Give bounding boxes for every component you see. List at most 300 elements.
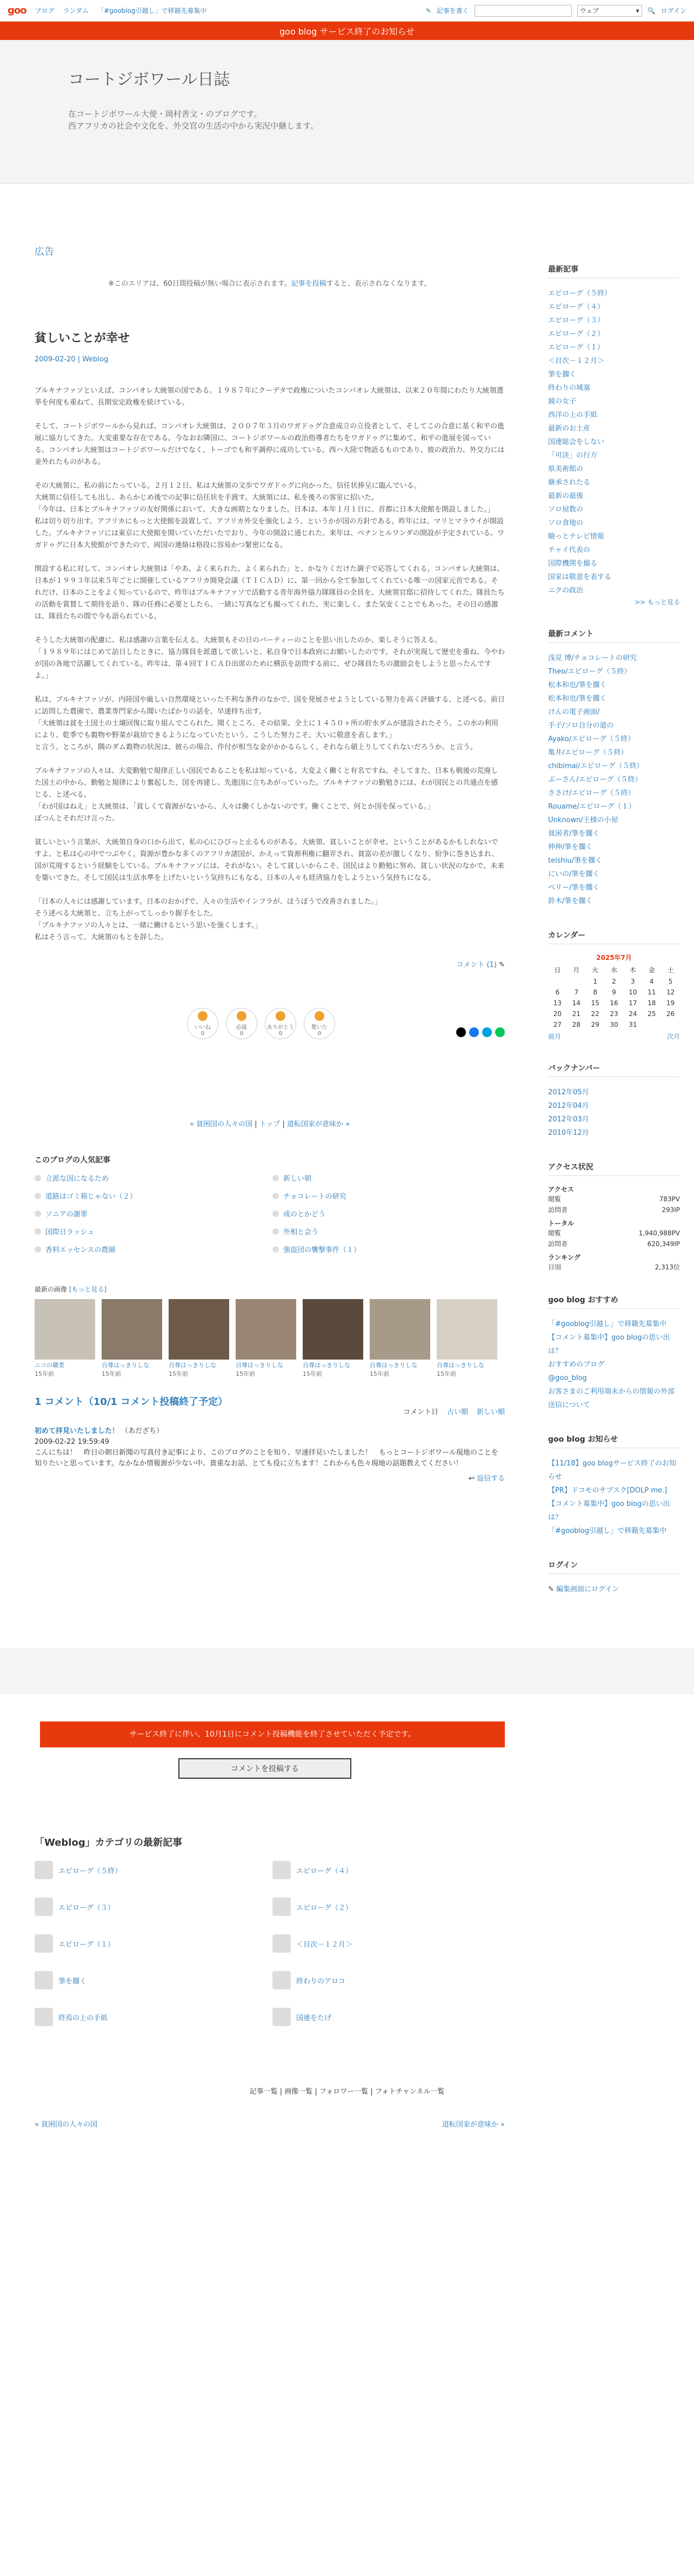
- popular-link[interactable]: 外相と会う: [283, 1228, 319, 1236]
- thumb-caption[interactable]: 自尊はっきりしな: [370, 1362, 417, 1369]
- recent-post-link[interactable]: 「可決」の行方: [548, 452, 598, 460]
- popular-item[interactable]: [272, 1226, 510, 1236]
- popular-item[interactable]: [35, 1208, 272, 1219]
- rank-icon: [272, 1193, 279, 1199]
- post-paragraph: ブルキナファソといえば、コンパオレ大統領の国である。１９８７年にクーデタで政権についたコンパオレ大統領は、以来２０年間にわたり大統領選挙を何度も重ねて、長期安定政権を続けている。: [35, 387, 504, 407]
- acc-key: 訪問者: [548, 1206, 568, 1214]
- image-thumb[interactable]: [102, 1299, 162, 1378]
- top-link-migrate[interactable]: 「#gooblog引越し」で移籍先募集中: [97, 7, 207, 15]
- recent-comment-link[interactable]: ささけ/エピローグ（５終）: [548, 789, 635, 797]
- goo-logo[interactable]: goo: [8, 5, 26, 16]
- recent-comment-link[interactable]: 伸伸/筆を擱く: [548, 843, 593, 851]
- recent-comment-link[interactable]: 松本和也/筆を擱く: [548, 681, 607, 689]
- thumb-image[interactable]: [236, 1299, 296, 1360]
- hatena-share-icon[interactable]: [482, 1027, 492, 1037]
- reaction-label: 驚いた: [311, 1024, 328, 1031]
- edit-icon: ✎: [548, 1585, 554, 1593]
- comment-end-notice[interactable]: [40, 1721, 505, 1747]
- calendar-day[interactable]: 8: [593, 988, 597, 996]
- calendar-day[interactable]: 18: [648, 999, 656, 1007]
- recent-comment-link[interactable]: Theo/エピローグ（５終）: [548, 668, 631, 676]
- popular-link[interactable]: 立派な国になるため: [45, 1175, 109, 1183]
- post-paragraph: 「日本の人々には感謝しています。日本のおかげで、人々の生活やインフラが、ほうぼうで改善されました。」 そう述べる大統領と、立ち上がってしっかり握手をした。 「ブルキナファソの人々とは、一緒に働けるという思いを強くします。」 私はそう言って、大統領のもとを辞した。: [35, 898, 382, 941]
- calendar-day[interactable]: 23: [610, 1010, 618, 1018]
- thumb-image[interactable]: [169, 1299, 229, 1360]
- recent-post-link[interactable]: チャイ代表の: [548, 546, 590, 554]
- popular-item[interactable]: [272, 1191, 510, 1201]
- thumb-age: 15年前: [370, 1370, 389, 1377]
- calendar-day[interactable]: 31: [629, 1021, 637, 1028]
- popular-posts: [35, 1154, 505, 1254]
- ad-note: [35, 278, 505, 288]
- backnumber-heading: バックナンバー: [548, 1062, 680, 1077]
- recent-post-link[interactable]: ソロ食地の: [548, 519, 584, 527]
- news-link[interactable]: 【PR】ドコモのサブスク[DOLP me.]: [548, 1487, 668, 1495]
- main-column: [35, 184, 505, 1618]
- category-item[interactable]: [272, 1898, 510, 1916]
- calendar-day[interactable]: [548, 978, 567, 985]
- post-paragraph: 貧しいという言葉が、大統領自身の口から出て、私の心にひびっと止るものがある。大統領、貧しいことが幸せ、ということがあるかもしれないですよ、と私は心の中でつぶやく。資源が豊かな多くのアフリカ諸国が、かえって資源利権に翻弄され、貧富の差が激しくなり、紛争に巻き込まれ、国が荒廃するという経験をしている。ブルキナファソには、それがない。そして貧しいからこそ、国民はより勤勉に努め、貧しい状況のなかで、未来を築いてきた。そして国民は生活水準を上げたいという気持ちにもなる。日本の人々も経済協力をしようという気持ちになる。: [35, 838, 505, 882]
- popular-list: [35, 1173, 505, 1254]
- reaction-like[interactable]: [187, 1008, 218, 1039]
- post-thumb-icon: [35, 1971, 53, 1989]
- rank-icon: [35, 1193, 41, 1199]
- popular-link[interactable]: 国際日ラッシュ: [45, 1228, 95, 1236]
- top-bar: [0, 0, 694, 22]
- recent-post-link[interactable]: 継承されたる: [548, 479, 591, 487]
- thumb-caption[interactable]: 自尊はっきりしな: [102, 1362, 149, 1369]
- comment-count-text[interactable]: コメント (1): [456, 961, 497, 969]
- calendar-day[interactable]: 26: [666, 1010, 675, 1018]
- reaction-count: 0: [239, 1030, 244, 1037]
- calendar-day[interactable]: 月: [573, 966, 580, 974]
- login-link[interactable]: ログイン: [660, 7, 686, 15]
- calendar-day[interactable]: 3: [631, 978, 635, 985]
- recent-comment-link[interactable]: 浅見 博/チョコレートの研究: [548, 654, 637, 662]
- recent-post-link[interactable]: 国家は敬意を表する: [548, 573, 612, 581]
- write-post-link[interactable]: 記事を書く: [436, 7, 469, 15]
- post-date: 2009-02-20: [35, 355, 76, 364]
- recent-post-link[interactable]: 国連総会をしない: [548, 438, 605, 446]
- popular-link[interactable]: 香料エッセンスの農園: [45, 1246, 116, 1254]
- recent-comment-link[interactable]: 亀井/エピローグ（５終）: [548, 749, 628, 757]
- thumb-caption[interactable]: 自尊はっきりしな: [437, 1362, 484, 1369]
- thumb-caption[interactable]: 自尊はっきりしな: [303, 1362, 350, 1369]
- recent-post-link[interactable]: 鏡の女子: [548, 398, 577, 406]
- reaction-label: 応援: [236, 1024, 247, 1031]
- thumb-image[interactable]: [437, 1299, 497, 1360]
- calendar-day[interactable]: 30: [610, 1021, 618, 1028]
- popular-link[interactable]: ソニアの謝罪: [45, 1210, 88, 1219]
- category-post-link[interactable]: 終わりのアロコ: [296, 1977, 346, 1986]
- backnumber-link[interactable]: 2012年03月: [548, 1115, 589, 1124]
- reaction-label: いいね: [195, 1024, 211, 1031]
- calendar-day[interactable]: 21: [572, 1010, 580, 1018]
- category-post-link[interactable]: 終焉の上の手紙: [58, 2014, 108, 2022]
- image-thumb[interactable]: [35, 1299, 95, 1378]
- category-item[interactable]: [35, 1861, 272, 1879]
- recent-comment-link[interactable]: chibimai/エピローグ（５終）: [548, 762, 644, 770]
- post-thumb-icon: [272, 2008, 291, 2026]
- acc-val: 783PV: [659, 1195, 680, 1203]
- footer-prev-link[interactable]: « 貧困国の人々の国: [35, 2121, 98, 2129]
- popular-item[interactable]: [272, 1208, 510, 1219]
- search-scope-value: ウェブ: [579, 7, 599, 15]
- category-item[interactable]: [272, 1934, 510, 1953]
- top-link[interactable]: トップ: [259, 1120, 281, 1128]
- calendar-next[interactable]: 次月: [666, 1033, 680, 1040]
- news-link[interactable]: 「#gooblog引越し」で移籍先募集中: [548, 1527, 667, 1535]
- facebook-share-icon[interactable]: [469, 1027, 479, 1037]
- calendar-day[interactable]: 6: [555, 988, 560, 996]
- calendar-day[interactable]: 10: [629, 988, 637, 996]
- thumb-image[interactable]: [303, 1299, 363, 1360]
- blog-description: 在コートジボワール大使・岡村善文・のブログです。 西アフリカの社会や文化を、外交官の生活の中から実況中継します。: [68, 109, 319, 131]
- reaction-count: 0: [201, 1030, 205, 1037]
- recommend-link[interactable]: お客さまのご利用端末からの情報の外部送信について: [548, 1388, 675, 1409]
- service-end-notice-text[interactable]: goo blog サービス終了のお知らせ: [279, 26, 415, 37]
- category-post-link[interactable]: ＜目次－１２月＞: [296, 1940, 353, 1949]
- recent-post-link[interactable]: 国際機関を撮る: [548, 560, 598, 568]
- popular-item[interactable]: [35, 1173, 272, 1183]
- recent-post-link[interactable]: エピローグ（２）: [548, 330, 605, 338]
- calendar-day[interactable]: [642, 1021, 661, 1028]
- reply-link[interactable]: 返信する: [476, 1475, 505, 1483]
- image-thumb[interactable]: [437, 1299, 497, 1378]
- thumb-age: 15年前: [303, 1370, 322, 1377]
- recent-comment-link[interactable]: Rouame/エピローグ（１）: [548, 803, 636, 811]
- category-post-link[interactable]: 筆を擱く: [58, 1977, 87, 1986]
- acc-key: 日別: [548, 1263, 562, 1271]
- image-thumb[interactable]: [169, 1299, 229, 1378]
- prev-post-link[interactable]: « 貧困国の人々の国: [189, 1120, 253, 1128]
- image-thumb[interactable]: [303, 1299, 363, 1378]
- thumb-image[interactable]: [370, 1299, 430, 1360]
- recent-post-link[interactable]: エピローグ（１）: [548, 344, 605, 352]
- calendar-day[interactable]: 2: [612, 978, 616, 985]
- calendar-day[interactable]: 日: [554, 966, 561, 974]
- acc-val: 293IP: [662, 1206, 680, 1214]
- calendar-day[interactable]: 金: [648, 966, 655, 974]
- calendar-day[interactable]: 1: [593, 978, 597, 985]
- acc-key: 閲覧: [548, 1229, 562, 1237]
- reaction-cheer[interactable]: [226, 1008, 257, 1039]
- acc-val: 1,940,988PV: [638, 1229, 680, 1237]
- recent-comment-link[interactable]: 貧困者/筆を擱く: [548, 830, 600, 838]
- calendar-day[interactable]: 20: [553, 1010, 562, 1018]
- recent-post-link[interactable]: 西洋の上の手紙: [548, 411, 598, 419]
- thumb-image[interactable]: [102, 1299, 162, 1360]
- recent-post-link[interactable]: 瞼っとテレビ情報: [548, 533, 604, 541]
- post-paragraph: その大統領に、私の前にたっている。２月１２日、私は大統領の文歩でワガドゥグに向かった。信任状捧呈に臨んでいる。 大統領に信任しても出し、あらかじめ後での記事に信任状を手渡す。大統領には、私を後ろの客室に招いた。 「今年は、日本とブルキナファソの友好関係において、大きな画期となりました。日本は、本年１月１日に、首都に日本大使館を開設しました。」 私は切り切り出す。アフリカにもっと大使館を設置して、アフリカ外交を強化しよう、というかが国の方針である。昨年には、マリとマラウイが開設した。ブルキナファソには東京に大使館を開いていただいたでおり、今年の開設に通じれた。来年は、ベナンとルワンダの開設が予定されている。ワガドゥグに日本大使館ができたので、両国の連絡は格段に容易かつ緊密になる。: [35, 482, 505, 549]
- chevron-down-icon: ▾: [636, 6, 639, 15]
- thumb-caption[interactable]: 自尊はっきりしな: [236, 1362, 283, 1369]
- top-link-random[interactable]: ランダム: [63, 7, 89, 15]
- image-thumb[interactable]: [370, 1299, 430, 1378]
- access-sub-rank: ランキング: [548, 1254, 580, 1261]
- comment-end-text[interactable]: サービス終了に伴い、10月1日にコメント投稿機能を終了させていただく予定です。: [129, 1730, 416, 1739]
- ad-note-pre: ※このエリアは、60日間投稿が無い場合に表示されます。: [108, 280, 291, 288]
- recent-post-link[interactable]: エピローグ（４）: [548, 303, 605, 311]
- recent-comment-link[interactable]: 鈴木/筆を擱く: [548, 897, 593, 905]
- category-list: [35, 1861, 659, 2026]
- backnumber-link[interactable]: 2012年04月: [548, 1102, 589, 1110]
- category-post-link[interactable]: エピローグ（２）: [296, 1904, 353, 1912]
- recent-post-link[interactable]: 最新の最後: [548, 492, 584, 500]
- bottom-section: [0, 1721, 694, 2129]
- calendar-day[interactable]: [567, 978, 586, 985]
- login-heading: ログイン: [548, 1559, 680, 1574]
- calendar-day[interactable]: 4: [649, 978, 654, 985]
- editor-login-link[interactable]: 編集画面にログイン: [556, 1585, 619, 1593]
- popular-link[interactable]: 強盗団の襲撃事件（１）: [283, 1246, 361, 1254]
- category-post-link[interactable]: エピローグ（３）: [58, 1904, 115, 1912]
- recent-comment-link[interactable]: ベリー/筆を擱く: [548, 884, 600, 892]
- post-thumb-icon: [272, 1934, 291, 1953]
- rank-icon: [35, 1175, 41, 1181]
- comments-list: [548, 651, 680, 908]
- news-link[interactable]: 【コメント募集中】goo blogの思い出は？: [548, 1500, 670, 1522]
- acc-key: 閲覧: [548, 1195, 562, 1203]
- thumb-age: 15年前: [169, 1370, 188, 1377]
- sort-newest[interactable]: 新しい順: [476, 1408, 505, 1416]
- reaction-icon: [198, 1011, 208, 1021]
- recommend-heading: goo blog おすすめ: [548, 1294, 680, 1309]
- calendar-day[interactable]: [661, 1021, 680, 1028]
- recent-post-link[interactable]: 最新のお土産: [548, 425, 591, 433]
- news-heading: goo blog お知らせ: [548, 1434, 680, 1448]
- reaction-count: 0: [317, 1030, 322, 1037]
- calendar-day[interactable]: 14: [572, 999, 580, 1007]
- category-post-link[interactable]: 国連をたげ: [296, 2014, 332, 2022]
- calendar-day[interactable]: 9: [612, 988, 616, 996]
- ad-post-link[interactable]: 記事を投稿: [291, 280, 326, 288]
- recent-comment-link[interactable]: 松本和也/筆を擱く: [548, 695, 607, 703]
- recent-post-link[interactable]: ニクの政治: [548, 587, 584, 595]
- acc-val: 2,313位: [655, 1263, 680, 1271]
- post-title[interactable]: 貧しいことが幸せ: [35, 332, 130, 345]
- latest-images-heading: 最新の画像: [35, 1286, 68, 1293]
- reply-button[interactable]: [35, 1474, 505, 1484]
- recent-comment-link[interactable]: ぶーさん/エピローグ（５終）: [548, 776, 642, 784]
- calendar-prev[interactable]: 前月: [548, 1033, 562, 1040]
- post-category[interactable]: Weblog: [82, 355, 109, 364]
- recent-post-link[interactable]: ソロ屋数の: [548, 506, 584, 514]
- popular-heading: このブログの人気記事: [35, 1156, 110, 1165]
- category-item[interactable]: [35, 2008, 272, 2026]
- category-item[interactable]: [272, 2008, 510, 2026]
- recent-comment-link[interactable]: teishiu/筆を擱く: [548, 857, 602, 865]
- calendar-day[interactable]: 29: [591, 1021, 599, 1028]
- pencil-icon[interactable]: ✎: [425, 6, 431, 15]
- post-thumb-icon: [35, 1861, 53, 1879]
- news: [548, 1434, 680, 1538]
- recent-post-link[interactable]: ＜目次－１２月＞: [548, 357, 605, 365]
- blog-header: [0, 40, 694, 184]
- backnumber: [548, 1062, 680, 1140]
- rank-icon: [272, 1210, 279, 1217]
- post-thumb-icon: [35, 2008, 53, 2026]
- calendar-day[interactable]: 火: [592, 966, 599, 974]
- sort-oldest[interactable]: 古い順: [446, 1408, 468, 1416]
- latest-images-header: [35, 1284, 505, 1294]
- category-post-link[interactable]: エピローグ（４）: [296, 1867, 353, 1875]
- service-end-notice[interactable]: [0, 22, 694, 40]
- calendar-day[interactable]: 22: [591, 1010, 599, 1018]
- comment-body: こんにちは！ 昨日の朝日新聞の写真付き記事により、このブログのことを知り、早速拝見いたしました！ もっとコートジボワール現地のことを知りたいと思っています。なかなか情報源が少ない中、貴重なお話、とても役に立ちます！これからも色々現地の話題教えてください！: [35, 1449, 498, 1468]
- recent-more-link[interactable]: >> もっと見る: [635, 598, 680, 606]
- recent-post-link[interactable]: 筆を擱く: [548, 371, 577, 379]
- blog-title[interactable]: コートジボワール日誌: [68, 70, 230, 89]
- recommend-link[interactable]: 「#gooblog引越し」で移籍先募集中: [548, 1320, 667, 1328]
- thumb-image[interactable]: [35, 1299, 95, 1360]
- login-box: [548, 1559, 680, 1596]
- post-thumb-icon: [272, 1971, 291, 1989]
- recommend-link[interactable]: @goo_blog: [548, 1374, 587, 1382]
- access-sub-today: アクセス: [548, 1186, 574, 1193]
- rank-icon: [35, 1228, 41, 1235]
- footer-links[interactable]: 記事一覧 | 画像一覧 | フォロワー一覧 | フォトチャンネル一覧: [249, 2088, 445, 2096]
- post-meta: 2009-02-20 | Weblog: [35, 355, 109, 364]
- calendar-day[interactable]: 5: [668, 978, 673, 985]
- category-item[interactable]: [272, 1971, 510, 1989]
- calendar-day[interactable]: 19: [666, 999, 675, 1007]
- popular-link[interactable]: チョコレートの研究: [283, 1193, 346, 1201]
- calendar: [548, 930, 680, 1041]
- recommend-link[interactable]: おすすめのブログ: [548, 1361, 605, 1369]
- calendar-day[interactable]: 11: [648, 988, 656, 996]
- news-link[interactable]: 【11/18】goo blogサービス終了のお知らせ: [548, 1459, 676, 1481]
- more-images-link[interactable]: [もっと見る]: [69, 1286, 107, 1293]
- calendar-month: 2025年7月: [596, 954, 632, 961]
- calendar-day[interactable]: 木: [629, 966, 636, 974]
- next-post-link[interactable]: 道転国家が意味か »: [286, 1120, 350, 1128]
- edit-icon[interactable]: ✎: [499, 961, 505, 969]
- thumb-age: 15年前: [102, 1370, 121, 1377]
- calendar-day[interactable]: 15: [591, 999, 599, 1007]
- recent-heading: 最新記事: [548, 264, 680, 278]
- calendar-day[interactable]: 28: [572, 1021, 580, 1028]
- post-thumb-icon: [35, 1934, 53, 1953]
- image-thumb[interactable]: [236, 1299, 296, 1378]
- top-right: [426, 5, 686, 17]
- calendar-day[interactable]: 24: [629, 1010, 637, 1018]
- post-thumb-icon: [272, 1898, 291, 1916]
- backnumber-link[interactable]: 2012年05月: [548, 1088, 589, 1097]
- latest-images: [35, 1284, 505, 1378]
- post-thumb-icon: [272, 1861, 291, 1879]
- category-post-link[interactable]: エピローグ（１）: [58, 1940, 115, 1949]
- reaction-icon: [315, 1011, 324, 1021]
- calendar-day[interactable]: 27: [553, 1021, 562, 1028]
- recommend-link[interactable]: 【コメント募集中】goo blogの思い出は？: [548, 1334, 670, 1355]
- category-item[interactable]: [272, 1861, 510, 1879]
- divider-band: [0, 1648, 694, 1694]
- post-pager: « 貧困国の人々の国 | トップ | 道転国家が意味か »: [189, 1120, 350, 1128]
- footer-pager: [35, 2118, 505, 2129]
- category-item[interactable]: [35, 1898, 272, 1916]
- popular-item[interactable]: [35, 1191, 272, 1201]
- category-post-link[interactable]: エピローグ（５終）: [58, 1867, 122, 1875]
- recent-post-link[interactable]: 終わりの城塞: [548, 384, 591, 392]
- post-paragraph: ブルキナファソの人々は、大変勤勉で規律正しい国民であることを私は知っている。大変よく働くと有名ですね。そしてまた、日本も戦後の荒廃した国土の中から、勤勉と規律により奮起した、国を再建し、先進国に立ちあがっていった。ブルキナファソの勤勉さには、わが国民との共通点を感じる、と述べる。 「わが国はねえ」と大統領は、「貧しくて資源がないから、人々は働くしかないのです。働くことで、何とか国を保っている。」 ぼつんとそれだけ言った。: [35, 767, 498, 823]
- calendar-day[interactable]: 17: [629, 999, 637, 1007]
- calendar-day[interactable]: 12: [666, 988, 675, 996]
- post-comment-button[interactable]: コメントを投稿する: [178, 1758, 351, 1779]
- rank-icon: [35, 1246, 41, 1253]
- post-paragraph: そして、コートジボワールから見れば、コンパオレ大統領は、２００７年３月のワガドゥグ合意成立の立役者として、そしてこの合意に基く和平の進展に協力してきた。大変重要な存在である。今なおお隣国に、コートジボワールの政治指導者たちをワガドゥグに集めて、和平の進展を図っている。コンパオレ大統領はコートジボワールだけでなく、トーゴでも和平調停に成功している。西ハ大陸で物語るものであり、彼の政治力、外交力には並外れたものがある。: [35, 422, 505, 466]
- recent-post-link[interactable]: 県美術館の: [548, 465, 584, 473]
- popular-link[interactable]: 新しい朝: [283, 1175, 312, 1183]
- popular-item[interactable]: [35, 1244, 272, 1254]
- comment-count-link[interactable]: [35, 959, 505, 969]
- search-input[interactable]: [475, 5, 572, 17]
- ad-note-post: すると、表示されなくなります。: [326, 280, 431, 288]
- sidebar: [548, 184, 680, 1618]
- comment-item: [35, 1426, 505, 1484]
- top-links: [35, 6, 207, 15]
- rank-icon: [272, 1175, 279, 1181]
- image-row: [35, 1299, 505, 1378]
- thumb-caption[interactable]: ニコの職業: [35, 1362, 64, 1369]
- top-link-blog[interactable]: ブログ: [35, 7, 55, 15]
- category-item[interactable]: [35, 1971, 272, 1989]
- recent-comment-link[interactable]: Unknown/王様の小屋: [548, 816, 618, 824]
- thumb-age: 15年前: [35, 1370, 54, 1377]
- backnumber-link[interactable]: 2010年12月: [548, 1129, 589, 1137]
- x-share-icon[interactable]: [456, 1027, 466, 1037]
- recent-comment-link[interactable]: Ayako/エピローグ（５終）: [548, 735, 635, 743]
- recent-comment-link[interactable]: にいの/筆を擱く: [548, 870, 600, 878]
- recent-post-link[interactable]: エピローグ（５終）: [548, 290, 612, 298]
- reaction-thanks[interactable]: [265, 1008, 296, 1039]
- post-paragraph: 開設する私に対して、コンパオレ大統領は「やあ、よく来られた。よく来られた」と、かなりくだけた調子で応答してくれる。コンパオレ大統領は、日本が１９９３年以来５年ごとに開催しているアフリカ開発会議（ＴＩＣＡＤ）に、第一回から全て参加してくれている唯一の国家元首である。それだけ、日本のことをよく知っているので、昨年はブルキナファソで活動する青年海外協力隊隊員の全員を、大統領官邸に招待してくれた。隊員たちの活動を賞賛して期待を語り、隊の任務に必要としたら、一緒に写真なども撮ってくれた。実に楽しく、また気安くことでもあった。その日の感激は、隊員たちの間で今も語られている。: [35, 565, 505, 621]
- calendar-day[interactable]: 水: [610, 966, 617, 974]
- reaction-surprised[interactable]: [304, 1008, 335, 1039]
- calendar-day[interactable]: 25: [648, 1010, 656, 1018]
- comment-author: （あだざち）: [121, 1427, 164, 1435]
- reaction-icon: [237, 1011, 246, 1021]
- popular-item[interactable]: [35, 1226, 272, 1236]
- recent-comment-link[interactable]: けんの電子画面/: [548, 708, 600, 716]
- recent-posts: [548, 264, 680, 607]
- thumb-age: 15年前: [437, 1370, 456, 1377]
- ad-heading: 広告: [35, 246, 54, 258]
- popular-link[interactable]: 道路はゴミ箱じゃない（２）: [45, 1193, 137, 1201]
- search-icon[interactable]: 🔍: [647, 6, 656, 15]
- calendar-day[interactable]: 16: [610, 999, 618, 1007]
- thumb-caption[interactable]: 自尊はっきりしな: [169, 1362, 216, 1369]
- popular-link[interactable]: 成のとかどう: [283, 1210, 326, 1219]
- footer-next-link[interactable]: 道転国家が意味か »: [442, 2121, 505, 2129]
- recent-post-link[interactable]: エピローグ（３）: [548, 317, 605, 325]
- recent-comment-link[interactable]: 手子/ソロ自分の道の: [548, 722, 614, 730]
- popular-item[interactable]: [272, 1173, 510, 1183]
- calendar-day[interactable]: 土: [667, 966, 674, 974]
- calendar-day[interactable]: 7: [574, 988, 579, 996]
- post-thumb-icon: [35, 1898, 53, 1916]
- acc-val: 620,349IP: [647, 1240, 680, 1248]
- category-heading: 「Weblog」カテゴリの最新記事: [35, 1837, 183, 1848]
- category-item[interactable]: [35, 1934, 272, 1953]
- search-scope-select[interactable]: [577, 5, 642, 17]
- rank-icon: [35, 1210, 41, 1217]
- calendar-day[interactable]: 13: [553, 999, 562, 1007]
- popular-item[interactable]: [272, 1244, 510, 1254]
- line-share-icon[interactable]: [495, 1027, 505, 1037]
- thumb-age: 15年前: [236, 1370, 255, 1377]
- news-list: [548, 1457, 680, 1538]
